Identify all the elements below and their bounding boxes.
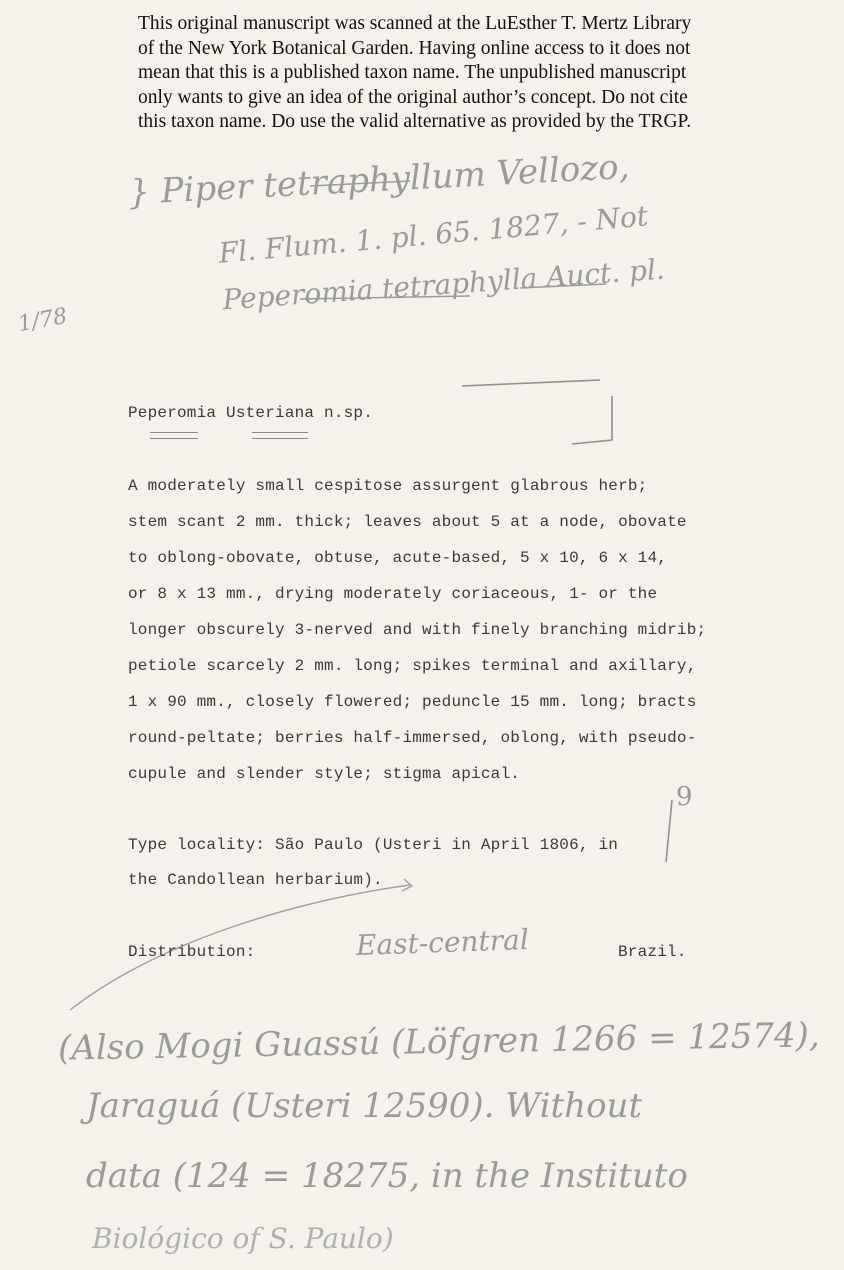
handwritten-synonym-line-3: Peperomia tetraphylla Auct. pl.	[221, 252, 666, 317]
description-line: round-peltate; berries half-immersed, oblong, with pseudo-	[128, 729, 697, 747]
description-line: A moderately small cespitose assurgent glabrous herb;	[128, 477, 648, 495]
type-locality-line: the Candollean herbarium).	[128, 871, 383, 889]
distribution-value: Brazil.	[618, 943, 687, 961]
description-line: cupule and slender style; stigma apical.	[128, 765, 521, 783]
description-line: to oblong-obovate, obtuse, acute-based, 5 x 10, 6 x 14,	[128, 549, 668, 567]
title-underline	[252, 432, 308, 433]
notice-line: this taxon name. Do use the valid alternative as provided by the TRGP.	[138, 111, 692, 132]
handwritten-additional-line-3: data (124 = 18275, in the Instituto	[86, 1156, 688, 1196]
handwritten-additional-line-1: (Also Mogi Guassú (Löfgren 1266 = 12574),	[57, 1015, 820, 1069]
notice-line: This original manuscript was scanned at the LuEsther T. Mertz Library	[138, 13, 692, 34]
type-locality-line: Type locality: São Paulo (Usteri in April 1806, in	[128, 836, 619, 854]
notice-line: mean that this is a published taxon name. The unpublished manuscript	[138, 62, 687, 83]
handwritten-additional-line-4: Biológico of S. Paulo)	[92, 1222, 394, 1255]
handwritten-additional-line-2: Jaraguá (Usteri 12590). Without	[86, 1086, 643, 1126]
description-line: longer obscurely 3-nerved and with finely branching midrib;	[128, 621, 707, 639]
title-underline	[150, 432, 198, 433]
notice-line: only wants to give an idea of the original author’s concept. Do not cite	[138, 86, 688, 108]
handwritten-synonym-line-2: Fl. Flum. 1. pl. 65. 1827, - Not	[217, 199, 650, 270]
title-underline	[252, 438, 308, 439]
description-line: or 8 x 13 mm., drying moderately coriaceous, 1- or the	[128, 585, 658, 603]
description-line: stem scant 2 mm. thick; leaves about 5 at a node, obovate	[128, 513, 687, 531]
species-title: Peperomia Usteriana n.sp.	[128, 404, 374, 422]
notice-line: of the New York Botanical Garden. Having online access to it does not	[138, 37, 691, 59]
handwritten-margin-mark: 1/78	[16, 303, 70, 338]
handwritten-year-correction: 9	[676, 782, 693, 812]
description-line: 1 x 90 mm., closely flowered; peduncle 15 mm. long; bracts	[128, 693, 697, 711]
handwritten-distribution-insert: East-central	[355, 922, 530, 963]
description-line: petiole scarcely 2 mm. long; spikes terminal and axillary,	[128, 657, 697, 675]
title-underline	[150, 438, 198, 439]
distribution-label: Distribution:	[128, 943, 256, 961]
handwritten-synonym-line-1: } Piper tetraphyllum Vellozo,	[127, 146, 631, 214]
